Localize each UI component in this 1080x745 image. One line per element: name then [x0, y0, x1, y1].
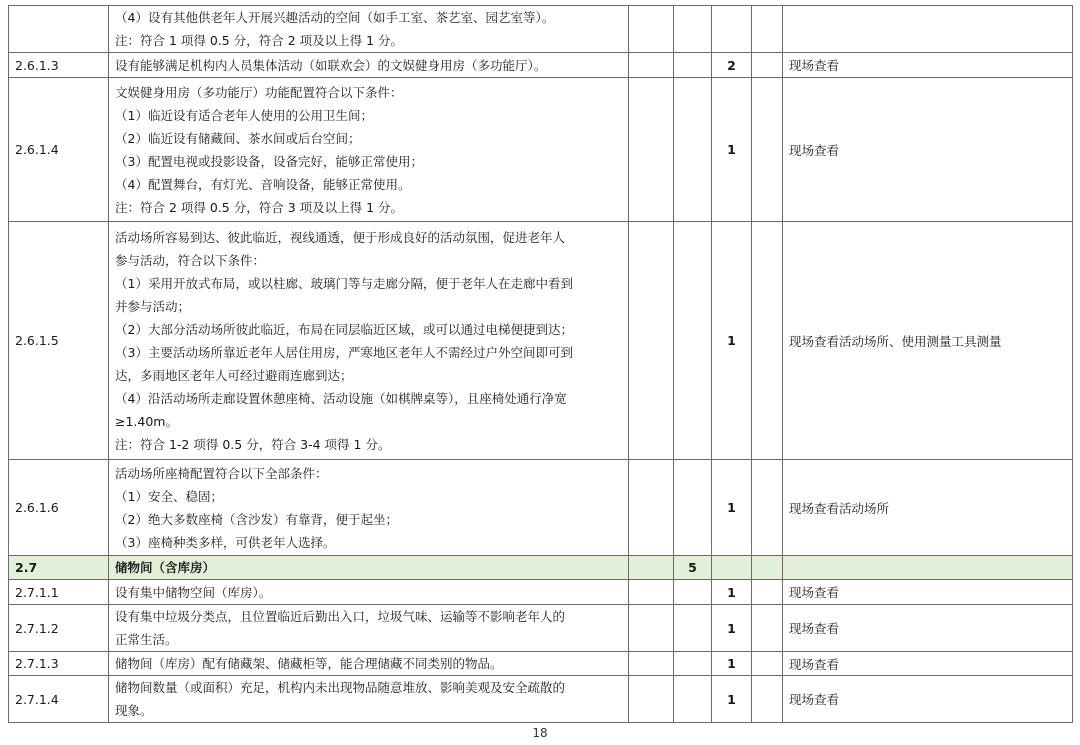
- evaluation-method: 现场查看: [783, 78, 1073, 222]
- score-cell: [629, 222, 674, 460]
- item-content: [109, 556, 629, 580]
- evaluation-method: 现场查看: [783, 605, 1073, 652]
- table-row: [9, 580, 1073, 605]
- table-body: [9, 6, 1073, 723]
- item-code: 2.6.1.5: [9, 222, 109, 460]
- item-code: 2.7.1.2: [9, 605, 109, 652]
- table-row: [9, 6, 1073, 53]
- table-row: [9, 652, 1073, 676]
- item-code: [9, 6, 109, 53]
- content-line: 注：符合 1 项得 0.5 分，符合 2 项及以上得 1 分。: [115, 33, 404, 48]
- content-line: （1）采用开放式布局，或以柱廊、玻璃门等与走廊分隔，便于老年人在走廊中看到: [115, 275, 573, 291]
- content-line: 注：符合 1-2 项得 0.5 分，符合 3-4 项得 1 分。: [115, 436, 391, 452]
- item-content: [109, 6, 629, 53]
- content-line: 活动场所容易到达、彼此临近，视线通透，便于形成良好的活动氛围，促进老年人: [115, 229, 566, 245]
- item-code: 2.6.1.4: [9, 78, 109, 222]
- content-line: 储物间（库房）配有储藏架、储藏柜等，能合理储藏不同类别的物品。: [115, 656, 503, 671]
- table-row: [9, 222, 1073, 460]
- item-code: 2.7.1.3: [9, 652, 109, 676]
- score-cell: 5: [674, 556, 712, 580]
- content-line: （1）安全、稳固；: [115, 488, 223, 504]
- blank-cell: [752, 222, 783, 460]
- blank-cell: [752, 652, 783, 676]
- score-cell: [674, 6, 712, 53]
- score-cell: 1: [712, 580, 752, 605]
- score-cell: [674, 605, 712, 652]
- evaluation-method: 现场查看活动场所: [783, 460, 1073, 556]
- blank-cell: [752, 556, 783, 580]
- item-content: [109, 652, 629, 676]
- content-line: 储物间（含库房）: [115, 560, 216, 575]
- content-line: （2）绝大多数座椅（含沙发）有靠背，便于起坐；: [115, 511, 398, 527]
- item-code: 2.7.1.1: [9, 580, 109, 605]
- table-row: [9, 78, 1073, 222]
- content-line: ≥1.40m。: [115, 413, 178, 429]
- blank-cell: [752, 460, 783, 556]
- item-content: [109, 676, 629, 723]
- item-content: [109, 605, 629, 652]
- blank-cell: [752, 78, 783, 222]
- blank-cell: [752, 53, 783, 78]
- table-row: [9, 460, 1073, 556]
- content-line: 正常生活。: [115, 632, 178, 647]
- content-line: 设有能够满足机构内人员集体活动（如联欢会）的文娱健身用房（多功能厅）。: [115, 57, 547, 73]
- evaluation-table: [8, 5, 1073, 723]
- page-number: 18: [532, 726, 548, 740]
- score-cell: [712, 556, 752, 580]
- table-row: [9, 605, 1073, 652]
- score-cell: [674, 460, 712, 556]
- evaluation-method: 现场查看: [783, 676, 1073, 723]
- item-code: 2.6.1.3: [9, 53, 109, 78]
- score-cell: 2: [712, 53, 752, 78]
- score-cell: [674, 222, 712, 460]
- content-line: （3）主要活动场所靠近老年人居住用房，严寒地区老年人不需经过户外空间即可到: [115, 344, 573, 360]
- score-cell: [629, 460, 674, 556]
- blank-cell: [752, 676, 783, 723]
- content-line: 参与活动，符合以下条件：: [115, 252, 266, 268]
- blank-cell: [752, 580, 783, 605]
- item-code: 2.6.1.6: [9, 460, 109, 556]
- score-cell: [629, 53, 674, 78]
- score-cell: 1: [712, 460, 752, 556]
- content-line: 文娱健身用房（多功能厅）功能配置符合以下条件：: [115, 84, 403, 100]
- score-cell: 1: [712, 676, 752, 723]
- content-line: （4）设有其他供老年人开展兴趣活动的空间（如手工室、茶艺室、园艺室等）。: [115, 10, 555, 25]
- score-cell: [629, 580, 674, 605]
- content-line: 注：符合 2 项得 0.5 分，符合 3 项及以上得 1 分。: [115, 199, 404, 215]
- table-row: [9, 53, 1073, 78]
- score-cell: [712, 6, 752, 53]
- score-cell: [674, 652, 712, 676]
- content-line: （1）临近设有适合老年人使用的公用卫生间；: [115, 107, 373, 123]
- item-content: [109, 78, 629, 222]
- content-line: （2）大部分活动场所彼此临近，布局在同层临近区域，或可以通过电梯便捷到达；: [115, 321, 573, 337]
- content-line: （4）配置舞台，有灯光、音响设备，能够正常使用。: [115, 176, 411, 192]
- evaluation-method: 现场查看: [783, 652, 1073, 676]
- score-cell: [629, 78, 674, 222]
- score-cell: 1: [712, 222, 752, 460]
- content-line: 设有集中储物空间（库房）。: [115, 584, 272, 600]
- score-cell: [629, 605, 674, 652]
- content-line: 现象。: [115, 703, 153, 718]
- item-code: 2.7: [9, 556, 109, 580]
- score-cell: [629, 652, 674, 676]
- score-cell: 1: [712, 652, 752, 676]
- score-cell: 1: [712, 78, 752, 222]
- content-line: 达，多雨地区老年人可经过避雨连廊到达；: [115, 367, 353, 383]
- table-row: [9, 676, 1073, 723]
- item-code: 2.7.1.4: [9, 676, 109, 723]
- blank-cell: [752, 605, 783, 652]
- item-content: [109, 580, 629, 605]
- content-line: （3）配置电视或投影设备，设备完好，能够正常使用；: [115, 153, 423, 169]
- evaluation-method: [783, 6, 1073, 53]
- content-line: （2）临近设有储藏间、茶水间或后台空间；: [115, 130, 361, 146]
- evaluation-method: 现场查看活动场所、使用测量工具测量: [783, 222, 1073, 460]
- item-content: [109, 222, 629, 460]
- score-cell: 1: [712, 605, 752, 652]
- score-cell: [674, 676, 712, 723]
- content-line: 设有集中垃圾分类点，且位置临近后勤出入口，垃圾气味、运输等不影响老年人的: [115, 609, 566, 624]
- blank-cell: [752, 6, 783, 53]
- section-row: [9, 556, 1073, 580]
- score-cell: [629, 6, 674, 53]
- evaluation-method: 现场查看: [783, 53, 1073, 78]
- score-cell: [674, 78, 712, 222]
- score-cell: [674, 580, 712, 605]
- content-line: 储物间数量（或面积）充足，机构内未出现物品随意堆放、影响美观及安全疏散的: [115, 680, 566, 695]
- content-line: （4）沿活动场所走廊设置休憩座椅、活动设施（如棋牌桌等），且座椅处通行净宽: [115, 390, 567, 406]
- score-cell: [674, 53, 712, 78]
- content-line: （3）座椅种类多样，可供老年人选择。: [115, 534, 336, 550]
- item-content: [109, 53, 629, 78]
- content-line: 活动场所座椅配置符合以下全部条件：: [115, 465, 328, 481]
- score-cell: [629, 676, 674, 723]
- evaluation-method: [783, 556, 1073, 580]
- item-content: [109, 460, 629, 556]
- content-line: 并参与活动；: [115, 298, 191, 314]
- score-cell: [629, 556, 674, 580]
- evaluation-method: 现场查看: [783, 580, 1073, 605]
